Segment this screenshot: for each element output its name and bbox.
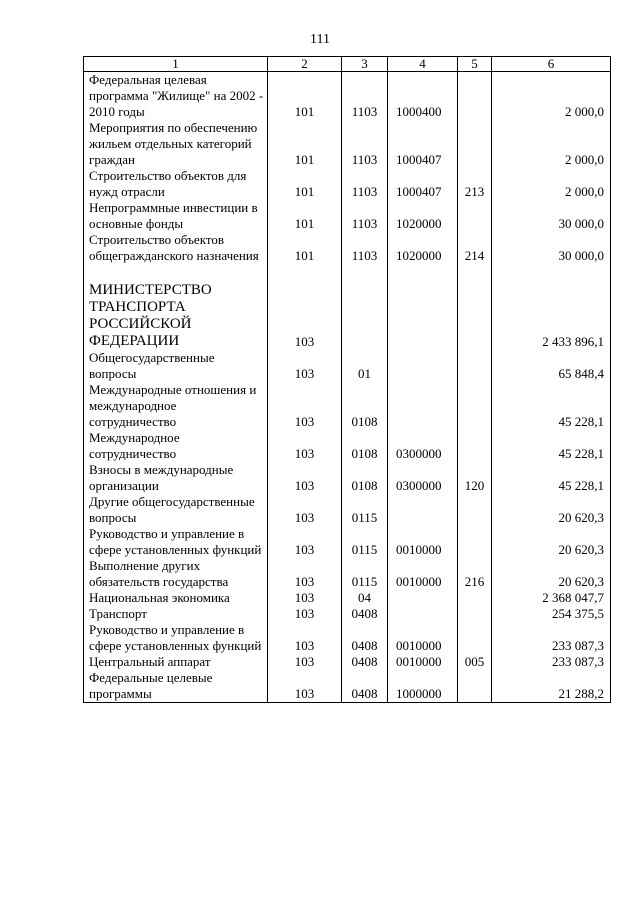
cell-ministry-code: 101 <box>268 232 342 264</box>
table-row <box>84 382 611 430</box>
cell-section: 0115 <box>342 526 388 558</box>
cell-section: 04 <box>342 590 388 606</box>
table-row <box>84 606 611 622</box>
cell-ministry-code: 103 <box>268 282 342 350</box>
budget-table <box>83 56 611 703</box>
cell-expense-type <box>458 590 492 606</box>
cell-target-article: 1020000 <box>388 200 458 232</box>
cell-ministry-code: 103 <box>268 382 342 430</box>
column-header-4: 4 <box>388 57 458 72</box>
cell-amount: 254 375,5 <box>492 606 611 622</box>
cell-amount: 20 620,3 <box>492 494 611 526</box>
cell-name: Общегосударственные вопросы <box>84 350 268 382</box>
cell-ministry-code: 103 <box>268 494 342 526</box>
cell-target-article <box>388 264 458 282</box>
cell-section: 0108 <box>342 430 388 462</box>
column-header-6: 6 <box>492 57 611 72</box>
cell-amount: 233 087,3 <box>492 654 611 670</box>
cell-amount: 30 000,0 <box>492 232 611 264</box>
cell-amount: 45 228,1 <box>492 382 611 430</box>
table-row <box>84 72 611 121</box>
cell-name: Руководство и управление в сфере установленных функций <box>84 622 268 654</box>
page-number: 111 <box>310 32 330 47</box>
cell-ministry-code: 103 <box>268 558 342 590</box>
cell-amount: 2 368 047,7 <box>492 590 611 606</box>
table-row <box>84 200 611 232</box>
cell-name: Другие общегосударственные вопросы <box>84 494 268 526</box>
cell-name: Строительство объектов для нужд отрасли <box>84 168 268 200</box>
cell-name: Международные отношения и международное сотрудничество <box>84 382 268 430</box>
cell-section <box>342 282 388 350</box>
cell-name: Международное сотрудничество <box>84 430 268 462</box>
cell-target-article: 0010000 <box>388 622 458 654</box>
cell-ministry-code: 103 <box>268 462 342 494</box>
cell-expense-type <box>458 282 492 350</box>
cell-ministry-code: 103 <box>268 654 342 670</box>
cell-amount <box>492 264 611 282</box>
cell-ministry-code: 101 <box>268 168 342 200</box>
cell-expense-type <box>458 430 492 462</box>
cell-ministry-code: 103 <box>268 430 342 462</box>
cell-expense-type <box>458 264 492 282</box>
cell-amount: 45 228,1 <box>492 462 611 494</box>
cell-name: Выполнение других обязательств государства <box>84 558 268 590</box>
table-row <box>84 494 611 526</box>
cell-target-article: 0010000 <box>388 526 458 558</box>
cell-name: Мероприятия по обеспечению жильем отдельных категорий граждан <box>84 120 268 168</box>
cell-name: Непрограммные инвестиции в основные фонды <box>84 200 268 232</box>
cell-amount: 2 000,0 <box>492 72 611 121</box>
cell-section: 0408 <box>342 606 388 622</box>
table-header <box>84 57 611 72</box>
cell-name: Транспорт <box>84 606 268 622</box>
cell-expense-type <box>458 350 492 382</box>
cell-name: Центральный аппарат <box>84 654 268 670</box>
cell-section: 0115 <box>342 558 388 590</box>
cell-ministry-code: 101 <box>268 72 342 121</box>
table-row <box>84 282 611 350</box>
cell-expense-type <box>458 606 492 622</box>
cell-amount: 21 288,2 <box>492 670 611 703</box>
cell-expense-type: 005 <box>458 654 492 670</box>
cell-ministry-code <box>268 264 342 282</box>
cell-ministry-code: 103 <box>268 670 342 703</box>
cell-target-article: 1000400 <box>388 72 458 121</box>
table-row <box>84 232 611 264</box>
cell-section: 01 <box>342 350 388 382</box>
column-header-2: 2 <box>268 57 342 72</box>
cell-amount: 65 848,4 <box>492 350 611 382</box>
table-row <box>84 654 611 670</box>
cell-name <box>84 264 268 282</box>
cell-name: МИНИСТЕРСТВО ТРАНСПОРТА РОССИЙСКОЙ ФЕДЕРАЦИИ <box>84 282 268 350</box>
cell-expense-type <box>458 72 492 121</box>
cell-ministry-code: 103 <box>268 526 342 558</box>
cell-expense-type <box>458 622 492 654</box>
cell-section: 1103 <box>342 168 388 200</box>
cell-amount: 233 087,3 <box>492 622 611 654</box>
cell-section: 0408 <box>342 654 388 670</box>
cell-target-article <box>388 606 458 622</box>
cell-amount: 2 000,0 <box>492 120 611 168</box>
table-row <box>84 168 611 200</box>
cell-name: Федеральная целевая программа "Жилище" на 2002 - 2010 годы <box>84 72 268 121</box>
table-row <box>84 350 611 382</box>
cell-expense-type <box>458 494 492 526</box>
table-row <box>84 264 611 282</box>
cell-section: 1103 <box>342 232 388 264</box>
cell-amount: 2 000,0 <box>492 168 611 200</box>
cell-target-article: 1000000 <box>388 670 458 703</box>
cell-amount: 20 620,3 <box>492 526 611 558</box>
cell-target-article <box>388 590 458 606</box>
cell-ministry-code: 101 <box>268 120 342 168</box>
table-row <box>84 670 611 703</box>
column-header-3: 3 <box>342 57 388 72</box>
cell-name: Руководство и управление в сфере установленных функций <box>84 526 268 558</box>
table-row <box>84 590 611 606</box>
cell-section: 0115 <box>342 494 388 526</box>
cell-section: 0108 <box>342 382 388 430</box>
table-row <box>84 430 611 462</box>
table-row <box>84 462 611 494</box>
cell-section: 0408 <box>342 670 388 703</box>
column-header-1: 1 <box>84 57 268 72</box>
cell-expense-type <box>458 670 492 703</box>
cell-name: Национальная экономика <box>84 590 268 606</box>
cell-name: Федеральные целевые программы <box>84 670 268 703</box>
cell-target-article <box>388 350 458 382</box>
cell-target-article <box>388 382 458 430</box>
cell-section <box>342 264 388 282</box>
cell-name: Взносы в международные организации <box>84 462 268 494</box>
cell-expense-type: 213 <box>458 168 492 200</box>
cell-expense-type <box>458 200 492 232</box>
cell-ministry-code: 103 <box>268 350 342 382</box>
cell-ministry-code: 103 <box>268 606 342 622</box>
cell-ministry-code: 103 <box>268 590 342 606</box>
table-row <box>84 120 611 168</box>
cell-target-article: 1020000 <box>388 232 458 264</box>
cell-section: 0108 <box>342 462 388 494</box>
cell-target-article <box>388 494 458 526</box>
cell-expense-type: 214 <box>458 232 492 264</box>
cell-target-article: 0010000 <box>388 558 458 590</box>
cell-amount: 30 000,0 <box>492 200 611 232</box>
cell-amount: 2 433 896,1 <box>492 282 611 350</box>
cell-target-article: 1000407 <box>388 120 458 168</box>
cell-amount: 20 620,3 <box>492 558 611 590</box>
cell-expense-type: 216 <box>458 558 492 590</box>
table-row <box>84 526 611 558</box>
cell-target-article: 0300000 <box>388 462 458 494</box>
cell-ministry-code: 103 <box>268 622 342 654</box>
cell-section: 1103 <box>342 120 388 168</box>
cell-expense-type <box>458 120 492 168</box>
cell-expense-type <box>458 526 492 558</box>
column-header-5: 5 <box>458 57 492 72</box>
table-body <box>84 72 611 703</box>
cell-name: Строительство объектов общегражданского назначения <box>84 232 268 264</box>
cell-target-article: 1000407 <box>388 168 458 200</box>
cell-expense-type: 120 <box>458 462 492 494</box>
cell-target-article: 0010000 <box>388 654 458 670</box>
cell-section: 1103 <box>342 72 388 121</box>
cell-target-article <box>388 282 458 350</box>
table-row <box>84 622 611 654</box>
cell-expense-type <box>458 382 492 430</box>
cell-section: 1103 <box>342 200 388 232</box>
cell-section: 0408 <box>342 622 388 654</box>
cell-target-article: 0300000 <box>388 430 458 462</box>
cell-amount: 45 228,1 <box>492 430 611 462</box>
table-row <box>84 558 611 590</box>
cell-ministry-code: 101 <box>268 200 342 232</box>
